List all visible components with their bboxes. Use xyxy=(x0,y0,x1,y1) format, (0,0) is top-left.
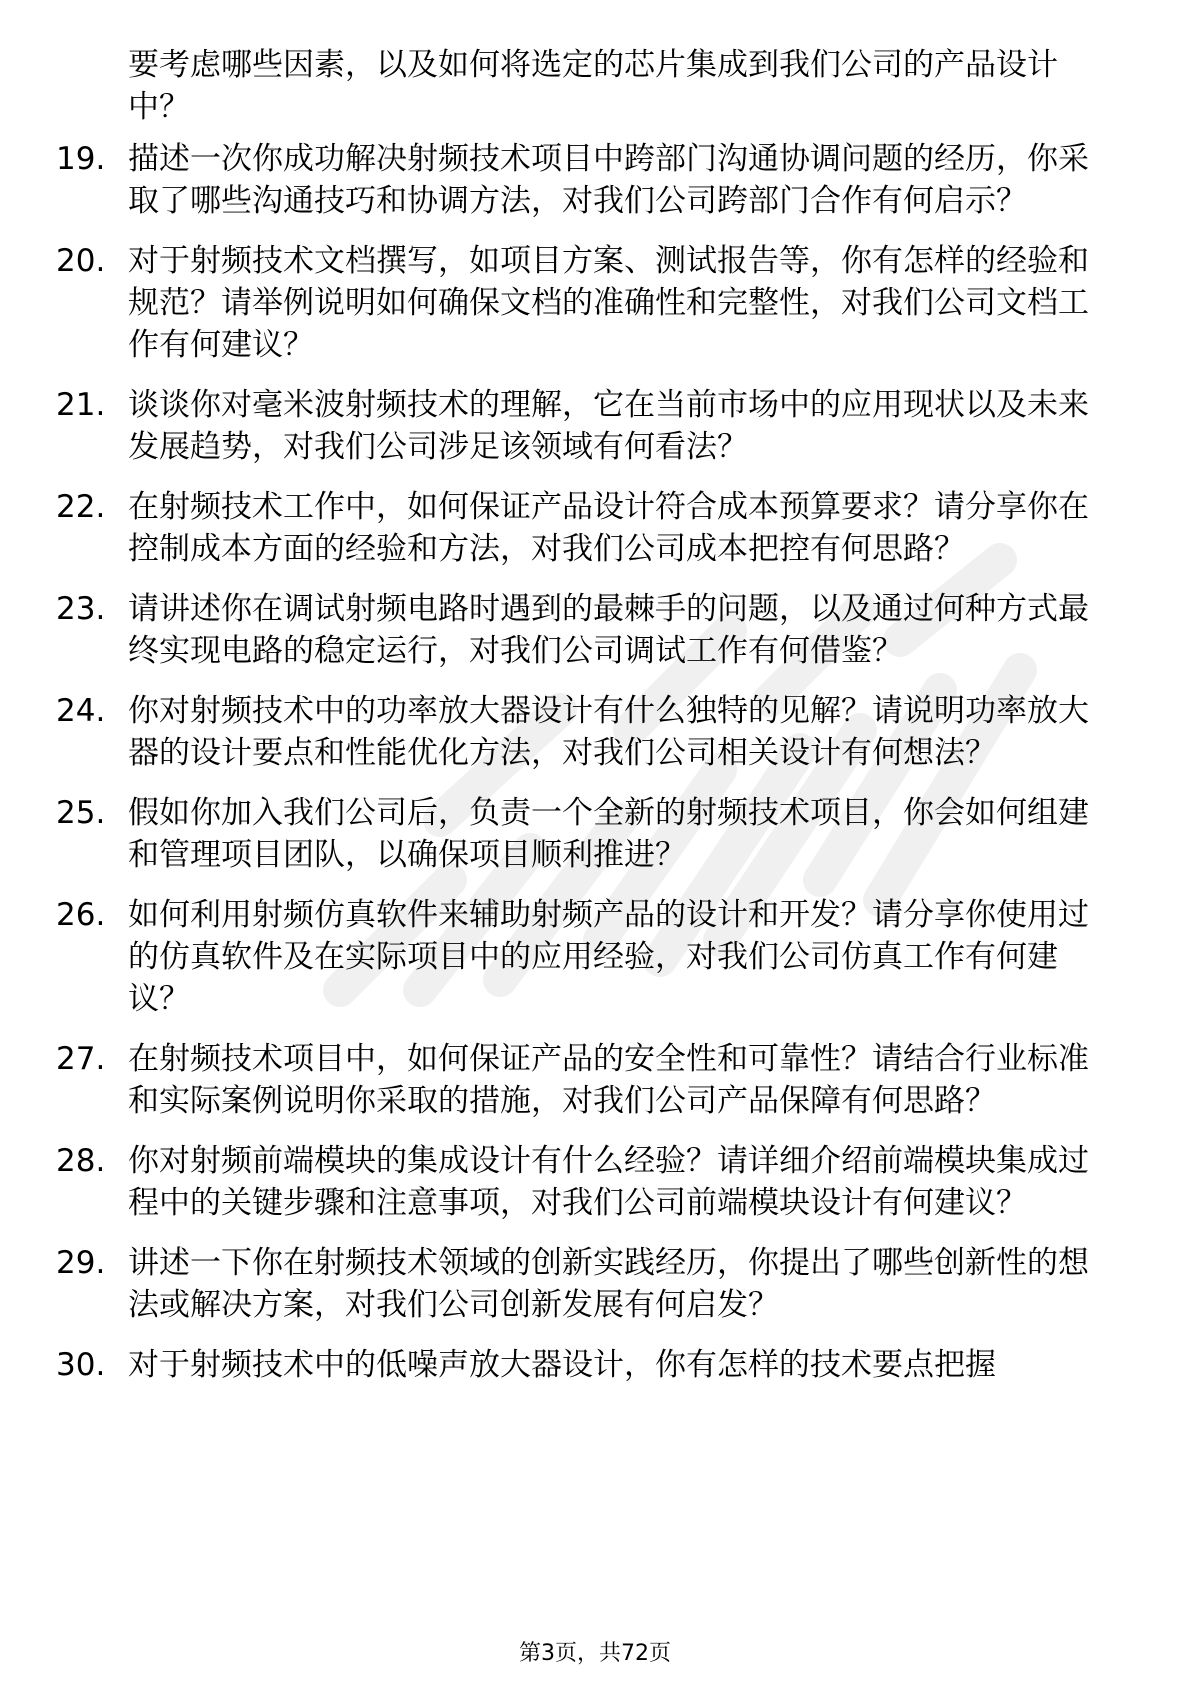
question-text: 谈谈你对毫米波射频技术的理解，它在当前市场中的应用现状以及未来发展趋势，对我们公司涉足该领域有何看法？ xyxy=(128,387,1089,465)
question-text: 假如你加入我们公司后，负责一个全新的射频技术项目，你会如何组建和管理项目团队，以确保项目顺利推进？ xyxy=(128,795,1089,873)
question-text: 在射频技术工作中，如何保证产品设计符合成本预算要求？请分享你在控制成本方面的经验和方法，对我们公司成本把控有何思路？ xyxy=(128,489,1089,567)
question-number: 29. xyxy=(56,1245,106,1281)
question-item xyxy=(0,384,1190,468)
question-number: 25. xyxy=(56,795,106,831)
question-text: 你对射频技术中的功率放大器设计有什么独特的见解？请说明功率放大器的设计要点和性能优化方法，对我们公司相关设计有何想法？ xyxy=(128,693,1089,771)
question-number: 19. xyxy=(56,141,106,177)
question-number: 21. xyxy=(56,387,106,423)
question-item xyxy=(0,894,1190,1020)
question-text: 你对射频前端模块的集成设计有什么经验？请详细介绍前端模块集成过程中的关键步骤和注意事项，对我们公司前端模块设计有何建议？ xyxy=(128,1143,1089,1221)
question-item xyxy=(0,1344,1190,1386)
question-text: 在射频技术项目中，如何保证产品的安全性和可靠性？请结合行业标准和实际案例说明你采取的措施，对我们公司产品保障有何思路？ xyxy=(128,1041,1089,1119)
question-number: 22. xyxy=(56,489,106,525)
question-list xyxy=(0,138,1190,1404)
question-item xyxy=(0,486,1190,570)
question-number: 26. xyxy=(56,897,106,933)
question-text: 请讲述你在调试射频电路时遇到的最棘手的问题，以及通过何种方式最终实现电路的稳定运行，对我们公司调试工作有何借鉴？ xyxy=(128,591,1089,669)
continuation-text: 要考虑哪些因素，以及如何将选定的芯片集成到我们公司的产品设计中？ xyxy=(128,47,1058,125)
question-text: 描述一次你成功解决射频技术项目中跨部门沟通协调问题的经历，你采取了哪些沟通技巧和协调方法，对我们公司跨部门合作有何启示？ xyxy=(128,141,1089,219)
question-number: 28. xyxy=(56,1143,106,1179)
question-item xyxy=(0,792,1190,876)
question-text: 对于射频技术文档撰写，如项目方案、测试报告等，你有怎样的经验和规范？请举例说明如何确保文档的准确性和完整性，对我们公司文档工作有何建议？ xyxy=(128,243,1089,363)
page-footer: 第3页，共72页 xyxy=(519,1641,671,1666)
question-item xyxy=(0,690,1190,774)
question-item xyxy=(0,1242,1190,1326)
question-number: 23. xyxy=(56,591,106,627)
question-number: 20. xyxy=(56,243,106,279)
question-item xyxy=(0,588,1190,672)
question-text: 对于射频技术中的低噪声放大器设计，你有怎样的技术要点把握 xyxy=(128,1347,996,1383)
question-item xyxy=(0,240,1190,366)
question-item xyxy=(0,1140,1190,1224)
question-item xyxy=(0,1038,1190,1122)
question-text: 讲述一下你在射频技术领域的创新实践经历，你提出了哪些创新性的想法或解决方案，对我们公司创新发展有何启发？ xyxy=(128,1245,1089,1323)
question-number: 30. xyxy=(56,1347,106,1383)
question-number: 27. xyxy=(56,1041,106,1077)
question-number: 24. xyxy=(56,693,106,729)
question-text: 如何利用射频仿真软件来辅助射频产品的设计和开发？请分享你使用过的仿真软件及在实际项目中的应用经验，对我们公司仿真工作有何建议？ xyxy=(128,897,1089,1017)
question-item xyxy=(0,138,1190,222)
